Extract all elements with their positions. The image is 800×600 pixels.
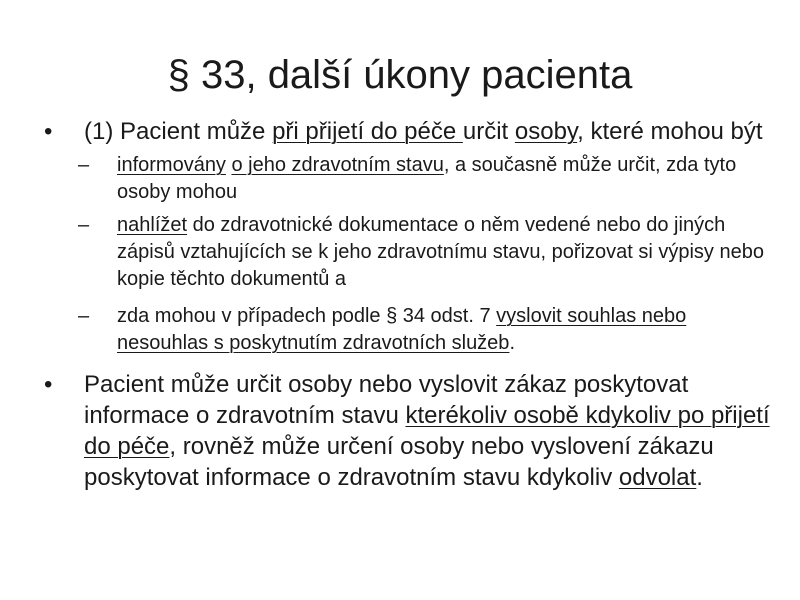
underlined-text: odvolat [618, 464, 697, 491]
sub-bullet-item-3 [0, 303, 800, 357]
underlined-text: vyslovit souhlas nebo nesouhlas s poskytnutím zdravotních služeb [117, 305, 687, 354]
underlined-text: kterékoliv osobě kdykoliv po přijetí do péče [84, 402, 770, 460]
bullet-item-1 [0, 116, 800, 147]
dash-bullet-icon: – [78, 214, 90, 236]
text-segment: do zdravotnické dokumentace o něm vedené nebo do jiných zápisů vztahujících se k jeho zdravotnímu stavu, pořizovat si výpisy nebo kopie těchto dokumentů a [117, 214, 764, 290]
underlined-text: o jeho zdravotním stavu [231, 154, 444, 176]
underlined-text: informovány [117, 154, 226, 176]
dash-bullet-icon: – [78, 305, 90, 327]
bullet-item-2 [0, 369, 800, 493]
bullet-dot-icon: • [44, 118, 53, 145]
text-segment: , které mohou být [577, 118, 763, 145]
underlined-text: při přijetí do péče [272, 118, 463, 145]
text-segment: zda mohou v případech podle § 34 odst. 7 [117, 305, 497, 327]
sub-bullet-item-2 [0, 212, 800, 293]
sub-bullet-item-1 [0, 152, 800, 206]
underlined-text: nahlížet [117, 214, 188, 236]
text-segment: . [696, 464, 703, 491]
text-segment: Pacient může určit osoby nebo vyslovit zákaz poskytovat informace o zdravotním stavu [84, 371, 689, 429]
slide-title: § 33, další úkony pacienta [167, 53, 633, 97]
bullet-dot-icon: • [44, 371, 53, 398]
dash-bullet-icon: – [78, 154, 90, 176]
text-segment: . [509, 332, 515, 354]
text-segment: (1) Pacient může [84, 118, 273, 145]
text-segment: , rovněž může určení osoby nebo vyslovení zákazu poskytovat informace o zdravotním stavu kdykoliv [84, 433, 714, 491]
text-segment: určit [462, 118, 515, 145]
underlined-text: osoby [514, 118, 578, 145]
slide-content [0, 116, 800, 493]
text-segment: , a současně může určit, zda tyto osoby mohou [117, 154, 737, 203]
